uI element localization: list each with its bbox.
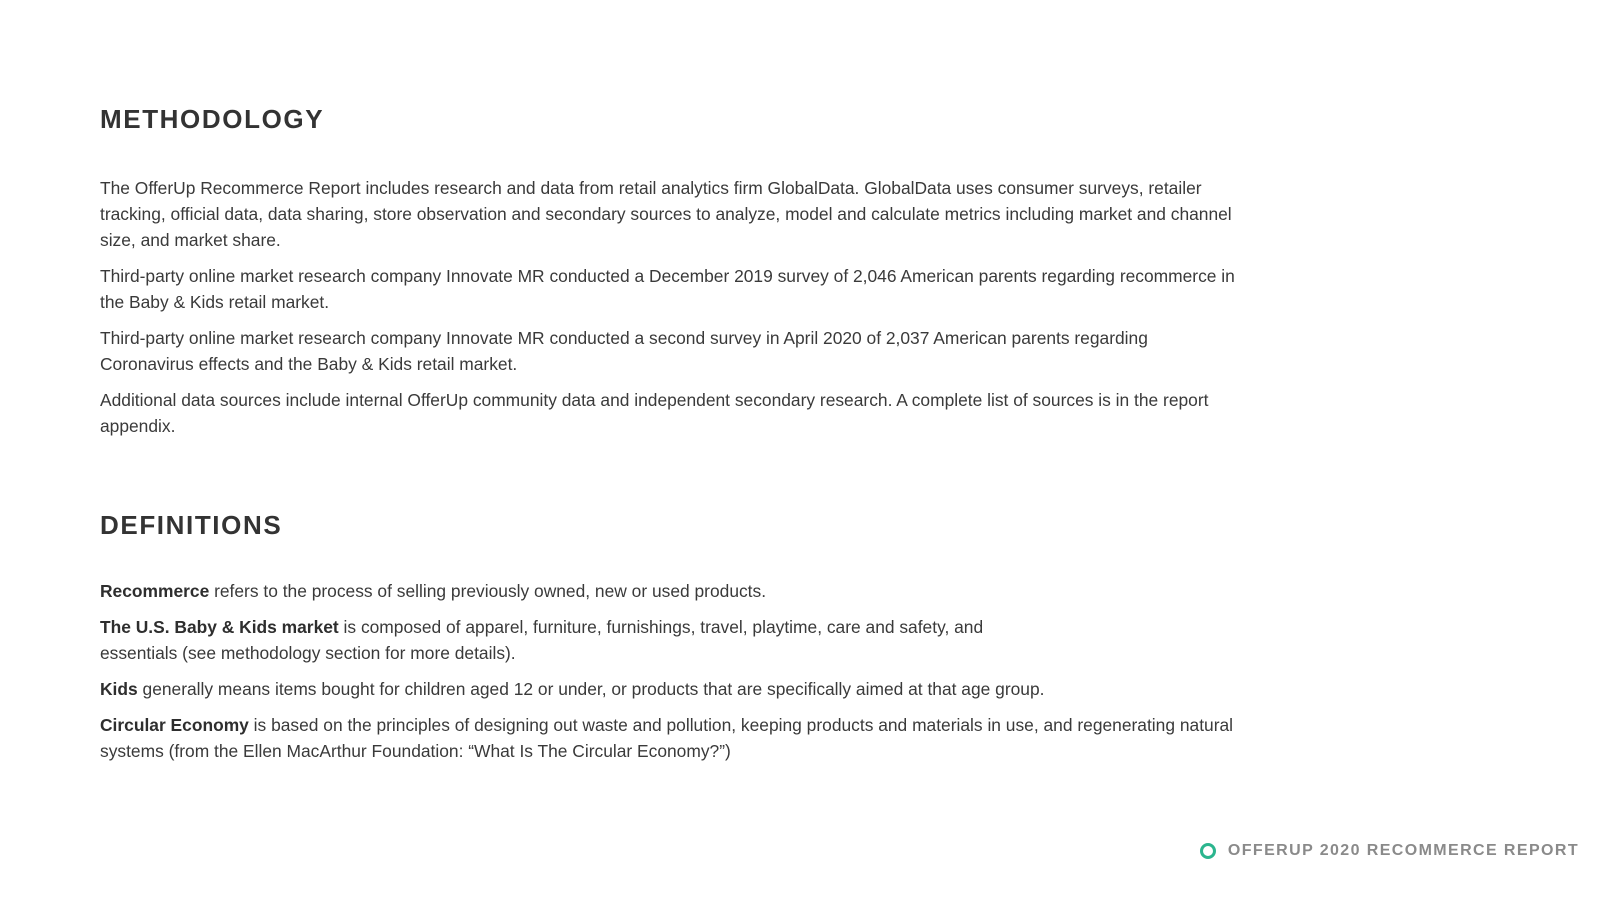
methodology-paragraph-additional-sources: Additional data sources include internal OfferUp community data and independent secondary research. A complete list of sources is in the report appendix. xyxy=(100,390,1209,436)
methodology-heading: METHODOLOGY xyxy=(100,104,325,134)
methodology-paragraph-survey-2020: Third-party online market research company Innovate MR conducted a second survey in April 2020 of 2,037 American parents regarding Coronavirus effects and the Baby & Kids retail market. xyxy=(100,328,1148,374)
definitions-section xyxy=(100,578,1240,774)
methodology-paragraph-globaldata: The OfferUp Recommerce Report includes research and data from retail analytics firm GlobalData. GlobalData uses consumer surveys, retailer tracking, official data, data sharing, store observation and secondary sources to analyze, model and calculate metrics including market and channel size, and market share. xyxy=(100,178,1232,250)
definition-circular-economy xyxy=(100,712,1240,764)
definition-text: is based on the principles of designing out waste and pollution, keeping products and materials in use, and regenerating natural systems (from the Ellen MacArthur Foundation: “What Is The Circular Economy?”) xyxy=(100,715,1234,761)
definition-text: refers to the process of selling previously owned, new or used products. xyxy=(209,581,767,601)
definition-baby-kids-market xyxy=(100,614,1020,666)
definition-kids xyxy=(100,676,1240,702)
definition-term: The U.S. Baby & Kids market xyxy=(100,617,339,637)
offerup-logo-icon xyxy=(1200,843,1216,859)
definition-text: is composed of apparel, furniture, furnishings, travel, playtime, care and safety, and essentials (see methodology section for more details). xyxy=(100,617,984,663)
definition-recommerce xyxy=(100,578,1240,604)
definition-text: generally means items bought for children aged 12 or under, or products that are specifically aimed at that age group. xyxy=(137,679,1045,699)
methodology-paragraph-survey-2019: Third-party online market research company Innovate MR conducted a December 2019 survey of 2,046 American parents regarding recommerce in the Baby & Kids retail market. xyxy=(100,266,1235,312)
methodology-section xyxy=(100,175,1240,449)
definition-term: Recommerce xyxy=(100,581,210,601)
definitions-heading: DEFINITIONS xyxy=(100,510,283,540)
definition-term: Circular Economy xyxy=(100,715,249,735)
footer-report-title: OFFERUP 2020 RECOMMERCE REPORT xyxy=(1227,842,1579,859)
report-footer xyxy=(1200,842,1579,860)
definition-term: Kids xyxy=(100,679,138,699)
